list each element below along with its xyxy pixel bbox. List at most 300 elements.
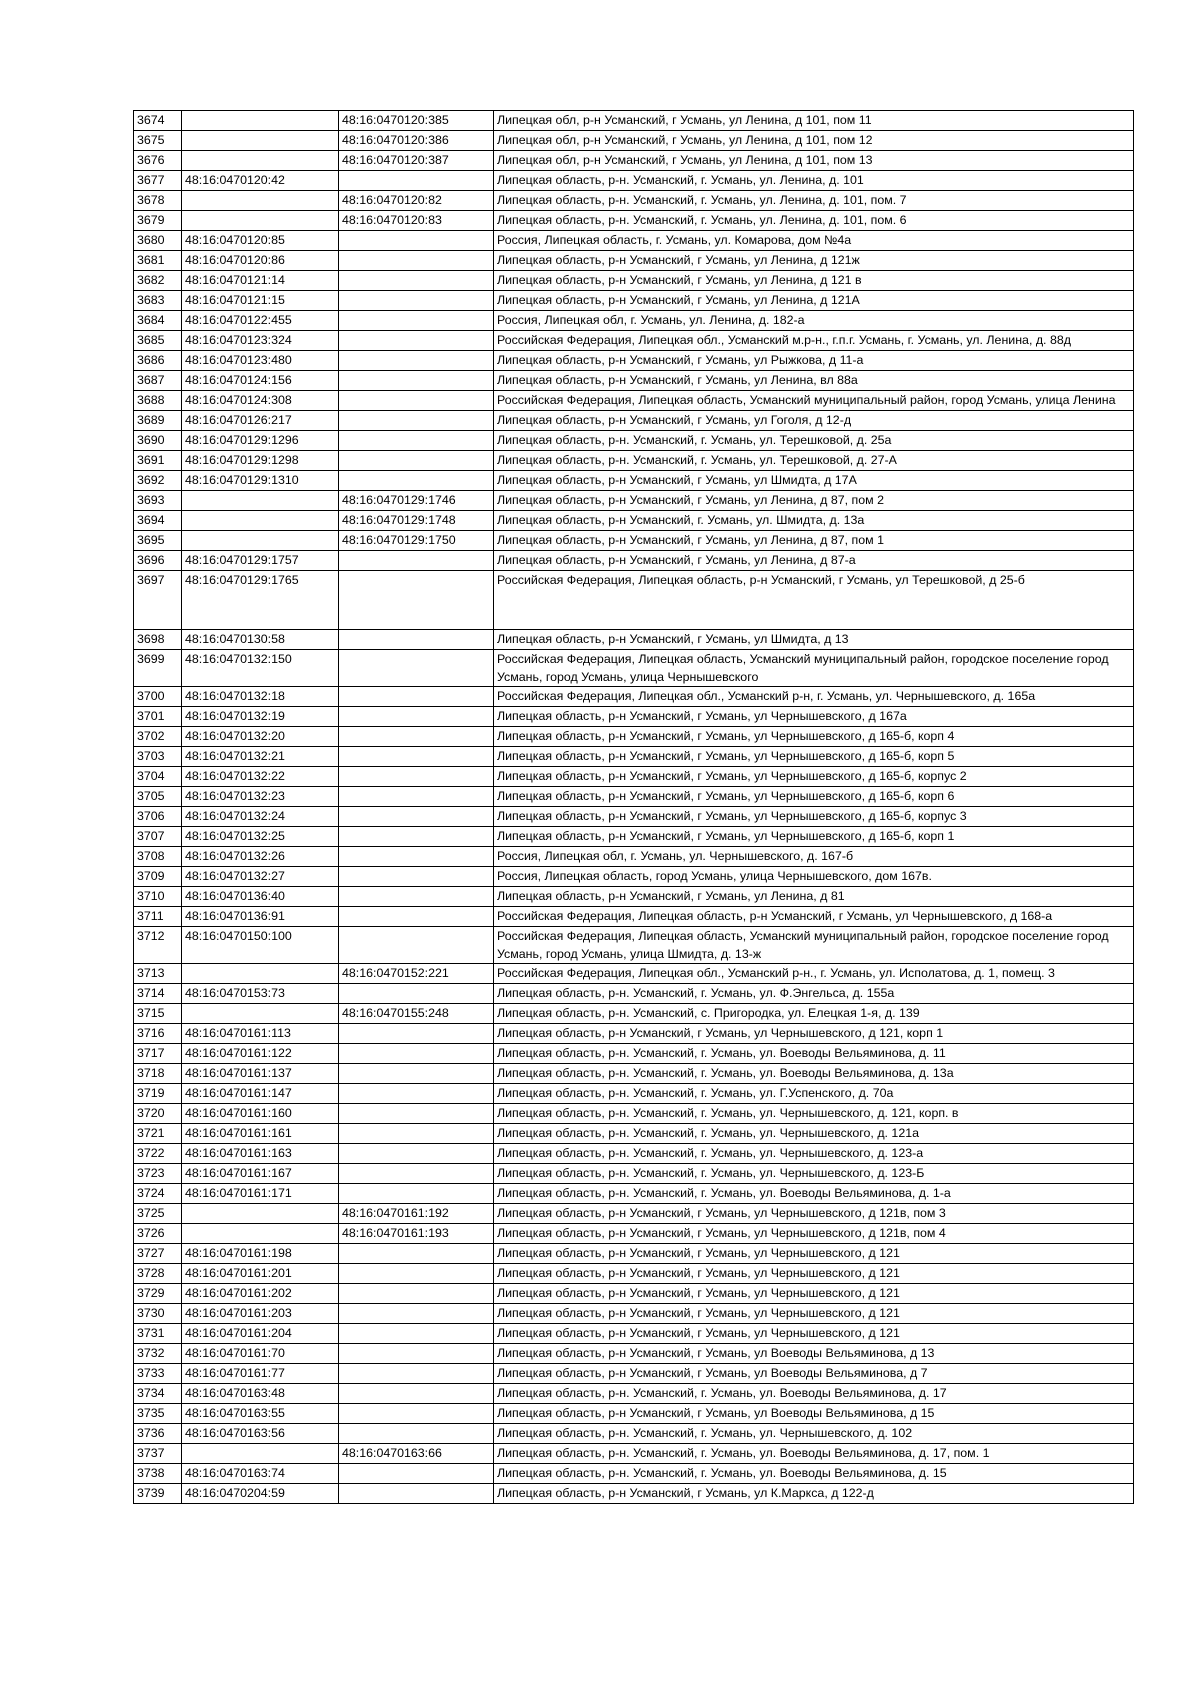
address-cell: Российская Федерация, Липецкая область, Усманский муниципальный район, городское поселение город Усмань, город Усмань, улица Шмидта, д. 13-ж bbox=[494, 927, 1134, 964]
row-number-cell: 3698 bbox=[134, 630, 182, 650]
table-row bbox=[134, 371, 1134, 391]
cadastral-number-cell: 48:16:0470161:160 bbox=[182, 1104, 339, 1124]
address-cell: Липецкая область, р-н Усманский, г Усмань, ул Ленина, д 121 в bbox=[494, 271, 1134, 291]
table-row bbox=[134, 767, 1134, 787]
row-number-cell: 3739 bbox=[134, 1484, 182, 1504]
row-number-cell: 3686 bbox=[134, 351, 182, 371]
table-row bbox=[134, 707, 1134, 727]
cadastral-number-cell: 48:16:0470132:150 bbox=[182, 650, 339, 687]
cadastral-number-cell: 48:16:0470161:171 bbox=[182, 1184, 339, 1204]
address-cell: Липецкая область, р-н Усманский, г Усмань, ул Шмидта, д 13 bbox=[494, 630, 1134, 650]
table-row bbox=[134, 1064, 1134, 1084]
table-row bbox=[134, 984, 1134, 1004]
table-row bbox=[134, 827, 1134, 847]
table-row bbox=[134, 1344, 1134, 1364]
row-number-cell: 3717 bbox=[134, 1044, 182, 1064]
cadastral-number-cell: 48:16:0470129:1298 bbox=[182, 451, 339, 471]
table-row bbox=[134, 251, 1134, 271]
row-number-cell: 3721 bbox=[134, 1124, 182, 1144]
table-row bbox=[134, 571, 1134, 630]
table-row bbox=[134, 511, 1134, 531]
premises-cadastral-number-cell: 48:16:0470120:83 bbox=[339, 211, 494, 231]
address-cell: Российская Федерация, Липецкая обл., Усманский р-н., г. Усмань, ул. Исполатова, д. 1, помещ. 3 bbox=[494, 964, 1134, 984]
table-row bbox=[134, 1464, 1134, 1484]
address-cell: Липецкая область, р-н. Усманский, г. Усмань, ул. Терешковой, д. 27-А bbox=[494, 451, 1134, 471]
table-row bbox=[134, 311, 1134, 331]
address-cell: Липецкая область, р-н Усманский, г Усмань, ул Чернышевского, д 121 bbox=[494, 1244, 1134, 1264]
cadastral-number-cell bbox=[182, 1444, 339, 1464]
cadastral-number-cell: 48:16:0470161:122 bbox=[182, 1044, 339, 1064]
premises-cadastral-number-cell: 48:16:0470155:248 bbox=[339, 1004, 494, 1024]
cadastral-number-cell: 48:16:0470124:156 bbox=[182, 371, 339, 391]
table-row bbox=[134, 727, 1134, 747]
address-cell: Липецкая область, р-н Усманский, г Усмань, ул Чернышевского, д 121 bbox=[494, 1264, 1134, 1284]
row-number-cell: 3675 bbox=[134, 131, 182, 151]
table-row bbox=[134, 807, 1134, 827]
table-row bbox=[134, 411, 1134, 431]
premises-cadastral-number-cell: 48:16:0470129:1750 bbox=[339, 531, 494, 551]
table-row bbox=[134, 630, 1134, 650]
row-number-cell: 3723 bbox=[134, 1164, 182, 1184]
row-number-cell: 3697 bbox=[134, 571, 182, 630]
address-cell: Липецкая область, р-н Усманский, г Усмань, ул Ленина, д 81 bbox=[494, 887, 1134, 907]
address-cell: Липецкая область, р-н Усманский, г Усмань, ул Чернышевского, д 121, корп 1 bbox=[494, 1024, 1134, 1044]
table-row bbox=[134, 1384, 1134, 1404]
address-cell: Липецкая область, р-н. Усманский, г. Усмань, ул. Воеводы Вельяминова, д. 17, пом. 1 bbox=[494, 1444, 1134, 1464]
table-row bbox=[134, 1124, 1134, 1144]
address-cell: Липецкая область, р-н. Усманский, г. Усмань, ул. Чернышевского, д. 102 bbox=[494, 1424, 1134, 1444]
cadastral-number-cell: 48:16:0470161:201 bbox=[182, 1264, 339, 1284]
table-row bbox=[134, 211, 1134, 231]
registry-table-body bbox=[134, 111, 1134, 1504]
address-cell: Липецкая область, р-н Усманский, г Усмань, ул Воеводы Вельяминова, д 15 bbox=[494, 1404, 1134, 1424]
row-number-cell: 3714 bbox=[134, 984, 182, 1004]
cadastral-number-cell: 48:16:0470121:14 bbox=[182, 271, 339, 291]
address-cell: Россия, Липецкая область, город Усмань, улица Чернышевского, дом 167в. bbox=[494, 867, 1134, 887]
premises-cadastral-number-cell: 48:16:0470161:192 bbox=[339, 1204, 494, 1224]
premises-cadastral-number-cell bbox=[339, 1124, 494, 1144]
address-cell: Липецкая область, р-н Усманский, г Усмань, ул К.Маркса, д 122-д bbox=[494, 1484, 1134, 1504]
cadastral-number-cell: 48:16:0470136:40 bbox=[182, 887, 339, 907]
row-number-cell: 3674 bbox=[134, 111, 182, 131]
row-number-cell: 3680 bbox=[134, 231, 182, 251]
row-number-cell: 3683 bbox=[134, 291, 182, 311]
cadastral-number-cell: 48:16:0470163:55 bbox=[182, 1404, 339, 1424]
cadastral-number-cell: 48:16:0470132:23 bbox=[182, 787, 339, 807]
row-number-cell: 3735 bbox=[134, 1404, 182, 1424]
cadastral-number-cell: 48:16:0470161:147 bbox=[182, 1084, 339, 1104]
address-cell: Липецкая область, р-н. Усманский, г. Усмань, ул. Воеводы Вельяминова, д. 1-а bbox=[494, 1184, 1134, 1204]
row-number-cell: 3729 bbox=[134, 1284, 182, 1304]
premises-cadastral-number-cell bbox=[339, 1364, 494, 1384]
row-number-cell: 3719 bbox=[134, 1084, 182, 1104]
premises-cadastral-number-cell: 48:16:0470152:221 bbox=[339, 964, 494, 984]
address-cell: Липецкая область, р-н. Усманский, г. Усмань, ул. Воеводы Вельяминова, д. 11 bbox=[494, 1044, 1134, 1064]
premises-cadastral-number-cell: 48:16:0470129:1746 bbox=[339, 491, 494, 511]
premises-cadastral-number-cell bbox=[339, 431, 494, 451]
cadastral-number-cell: 48:16:0470161:167 bbox=[182, 1164, 339, 1184]
cadastral-number-cell: 48:16:0470132:26 bbox=[182, 847, 339, 867]
premises-cadastral-number-cell bbox=[339, 251, 494, 271]
cadastral-number-cell: 48:16:0470126:217 bbox=[182, 411, 339, 431]
row-number-cell: 3736 bbox=[134, 1424, 182, 1444]
cadastral-number-cell: 48:16:0470163:74 bbox=[182, 1464, 339, 1484]
premises-cadastral-number-cell: 48:16:0470120:387 bbox=[339, 151, 494, 171]
row-number-cell: 3715 bbox=[134, 1004, 182, 1024]
table-row bbox=[134, 1244, 1134, 1264]
row-number-cell: 3725 bbox=[134, 1204, 182, 1224]
address-cell: Липецкая область, р-н Усманский, г Усмань, ул Чернышевского, д 165-б, корп 6 bbox=[494, 787, 1134, 807]
cadastral-number-cell: 48:16:0470129:1310 bbox=[182, 471, 339, 491]
address-cell: Российская Федерация, Липецкая обл., Усманский р-н, г. Усмань, ул. Чернышевского, д. 165а bbox=[494, 687, 1134, 707]
row-number-cell: 3724 bbox=[134, 1184, 182, 1204]
cadastral-number-cell: 48:16:0470163:56 bbox=[182, 1424, 339, 1444]
address-cell: Липецкая область, р-н Усманский, г Усмань, ул Чернышевского, д 121 bbox=[494, 1324, 1134, 1344]
cadastral-number-cell: 48:16:0470161:203 bbox=[182, 1304, 339, 1324]
table-row bbox=[134, 1144, 1134, 1164]
cadastral-number-cell bbox=[182, 1004, 339, 1024]
address-cell: Липецкая область, р-н. Усманский, г. Усмань, ул. Чернышевского, д. 123-Б bbox=[494, 1164, 1134, 1184]
premises-cadastral-number-cell bbox=[339, 371, 494, 391]
row-number-cell: 3691 bbox=[134, 451, 182, 471]
premises-cadastral-number-cell: 48:16:0470120:386 bbox=[339, 131, 494, 151]
cadastral-number-cell: 48:16:0470120:85 bbox=[182, 231, 339, 251]
table-row bbox=[134, 1444, 1134, 1464]
address-cell: Липецкая область, р-н Усманский, г Усмань, ул Чернышевского, д 167а bbox=[494, 707, 1134, 727]
table-row bbox=[134, 1284, 1134, 1304]
address-cell: Липецкая область, р-н Усманский, г Усмань, ул Чернышевского, д 121в, пом 3 bbox=[494, 1204, 1134, 1224]
row-number-cell: 3682 bbox=[134, 271, 182, 291]
row-number-cell: 3687 bbox=[134, 371, 182, 391]
row-number-cell: 3689 bbox=[134, 411, 182, 431]
cadastral-number-cell: 48:16:0470204:59 bbox=[182, 1484, 339, 1504]
cadastral-number-cell: 48:16:0470163:48 bbox=[182, 1384, 339, 1404]
premises-cadastral-number-cell: 48:16:0470161:193 bbox=[339, 1224, 494, 1244]
row-number-cell: 3703 bbox=[134, 747, 182, 767]
address-cell: Липецкая область, р-н. Усманский, г. Усмань, ул. Чернышевского, д. 121, корп. в bbox=[494, 1104, 1134, 1124]
cadastral-number-cell bbox=[182, 1224, 339, 1244]
row-number-cell: 3708 bbox=[134, 847, 182, 867]
cadastral-number-cell: 48:16:0470161:137 bbox=[182, 1064, 339, 1084]
address-cell: Липецкая область, р-н Усманский, г Усмань, ул Чернышевского, д 165-б, корп 5 bbox=[494, 747, 1134, 767]
cadastral-number-cell: 48:16:0470132:22 bbox=[182, 767, 339, 787]
table-row bbox=[134, 1004, 1134, 1024]
address-cell: Липецкая область, р-н Усманский, г Усмань, ул Чернышевского, д 165-б, корп 1 bbox=[494, 827, 1134, 847]
premises-cadastral-number-cell bbox=[339, 571, 494, 630]
cadastral-number-cell: 48:16:0470132:18 bbox=[182, 687, 339, 707]
row-number-cell: 3738 bbox=[134, 1464, 182, 1484]
cadastral-number-cell bbox=[182, 1204, 339, 1224]
table-row bbox=[134, 131, 1134, 151]
premises-cadastral-number-cell bbox=[339, 630, 494, 650]
premises-cadastral-number-cell bbox=[339, 867, 494, 887]
address-cell: Липецкая область, р-н Усманский, г Усмань, ул Чернышевского, д 165-б, корпус 2 bbox=[494, 767, 1134, 787]
row-number-cell: 3727 bbox=[134, 1244, 182, 1264]
premises-cadastral-number-cell bbox=[339, 907, 494, 927]
row-number-cell: 3710 bbox=[134, 887, 182, 907]
address-cell: Липецкая область, р-н Усманский, г Усмань, ул Чернышевского, д 165-б, корп 4 bbox=[494, 727, 1134, 747]
premises-cadastral-number-cell bbox=[339, 747, 494, 767]
premises-cadastral-number-cell bbox=[339, 707, 494, 727]
address-cell: Липецкая область, р-н. Усманский, г. Усмань, ул. Ленина, д. 101, пом. 7 bbox=[494, 191, 1134, 211]
premises-cadastral-number-cell bbox=[339, 1184, 494, 1204]
premises-cadastral-number-cell bbox=[339, 787, 494, 807]
row-number-cell: 3690 bbox=[134, 431, 182, 451]
premises-cadastral-number-cell: 48:16:0470120:82 bbox=[339, 191, 494, 211]
cadastral-number-cell: 48:16:0470150:100 bbox=[182, 927, 339, 964]
table-row bbox=[134, 1264, 1134, 1284]
table-row bbox=[134, 867, 1134, 887]
premises-cadastral-number-cell bbox=[339, 291, 494, 311]
cadastral-number-cell: 48:16:0470132:19 bbox=[182, 707, 339, 727]
cadastral-number-cell: 48:16:0470120:42 bbox=[182, 171, 339, 191]
row-number-cell: 3734 bbox=[134, 1384, 182, 1404]
premises-cadastral-number-cell bbox=[339, 1264, 494, 1284]
cadastral-number-cell bbox=[182, 511, 339, 531]
row-number-cell: 3679 bbox=[134, 211, 182, 231]
cadastral-number-cell: 48:16:0470123:480 bbox=[182, 351, 339, 371]
cadastral-number-cell: 48:16:0470132:24 bbox=[182, 807, 339, 827]
cadastral-number-cell: 48:16:0470161:163 bbox=[182, 1144, 339, 1164]
premises-cadastral-number-cell bbox=[339, 650, 494, 687]
table-row bbox=[134, 531, 1134, 551]
premises-cadastral-number-cell bbox=[339, 727, 494, 747]
premises-cadastral-number-cell bbox=[339, 1104, 494, 1124]
table-row bbox=[134, 1364, 1134, 1384]
address-cell: Липецкая область, р-н Усманский, г Усмань, ул Чернышевского, д 121в, пом 4 bbox=[494, 1224, 1134, 1244]
row-number-cell: 3693 bbox=[134, 491, 182, 511]
cadastral-number-cell: 48:16:0470161:113 bbox=[182, 1024, 339, 1044]
cadastral-number-cell: 48:16:0470161:161 bbox=[182, 1124, 339, 1144]
cadastral-number-cell: 48:16:0470132:25 bbox=[182, 827, 339, 847]
address-cell: Липецкая область, р-н Усманский, г Усмань, ул Ленина, д 87-а bbox=[494, 551, 1134, 571]
address-cell: Липецкая область, р-н. Усманский, г. Усмань, ул. Ленина, д. 101, пом. 6 bbox=[494, 211, 1134, 231]
table-row bbox=[134, 171, 1134, 191]
row-number-cell: 3688 bbox=[134, 391, 182, 411]
address-cell: Липецкая область, р-н Усманский, г Усмань, ул Воеводы Вельяминова, д 13 bbox=[494, 1344, 1134, 1364]
address-cell: Российская Федерация, Липецкая область, Усманский муниципальный район, город Усмань, улица Ленина bbox=[494, 391, 1134, 411]
address-cell: Липецкая область, р-н. Усманский, г. Усмань, ул. Ф.Энгельса, д. 155а bbox=[494, 984, 1134, 1004]
table-row bbox=[134, 291, 1134, 311]
table-row bbox=[134, 111, 1134, 131]
premises-cadastral-number-cell: 48:16:0470129:1748 bbox=[339, 511, 494, 531]
row-number-cell: 3702 bbox=[134, 727, 182, 747]
cadastral-number-cell bbox=[182, 531, 339, 551]
table-row bbox=[134, 747, 1134, 767]
table-row bbox=[134, 650, 1134, 687]
address-cell: Липецкая область, р-н. Усманский, г. Усмань, ул. Терешковой, д. 25а bbox=[494, 431, 1134, 451]
premises-cadastral-number-cell: 48:16:0470120:385 bbox=[339, 111, 494, 131]
table-row bbox=[134, 431, 1134, 451]
cadastral-number-cell: 48:16:0470129:1765 bbox=[182, 571, 339, 630]
address-cell: Липецкая обл, р-н Усманский, г Усмань, ул Ленина, д 101, пом 11 bbox=[494, 111, 1134, 131]
premises-cadastral-number-cell bbox=[339, 1144, 494, 1164]
premises-cadastral-number-cell bbox=[339, 927, 494, 964]
row-number-cell: 3707 bbox=[134, 827, 182, 847]
address-cell: Липецкая область, р-н Усманский, г Усмань, ул Ленина, д 121А bbox=[494, 291, 1134, 311]
premises-cadastral-number-cell bbox=[339, 1424, 494, 1444]
premises-cadastral-number-cell bbox=[339, 887, 494, 907]
table-row bbox=[134, 151, 1134, 171]
address-cell: Липецкая область, р-н. Усманский, г. Усмань, ул. Воеводы Вельяминова, д. 13а bbox=[494, 1064, 1134, 1084]
table-row bbox=[134, 1024, 1134, 1044]
row-number-cell: 3726 bbox=[134, 1224, 182, 1244]
address-cell: Липецкая область, р-н Усманский, г Усмань, ул Чернышевского, д 165-б, корпус 3 bbox=[494, 807, 1134, 827]
cadastral-number-cell: 48:16:0470123:324 bbox=[182, 331, 339, 351]
premises-cadastral-number-cell bbox=[339, 847, 494, 867]
cadastral-number-cell: 48:16:0470161:77 bbox=[182, 1364, 339, 1384]
premises-cadastral-number-cell bbox=[339, 471, 494, 491]
table-row bbox=[134, 351, 1134, 371]
address-cell: Липецкая область, р-н. Усманский, г. Усмань, ул. Воеводы Вельяминова, д. 15 bbox=[494, 1464, 1134, 1484]
premises-cadastral-number-cell bbox=[339, 1064, 494, 1084]
row-number-cell: 3705 bbox=[134, 787, 182, 807]
premises-cadastral-number-cell bbox=[339, 1304, 494, 1324]
table-row bbox=[134, 887, 1134, 907]
row-number-cell: 3677 bbox=[134, 171, 182, 191]
table-row bbox=[134, 451, 1134, 471]
row-number-cell: 3730 bbox=[134, 1304, 182, 1324]
cadastral-number-cell: 48:16:0470161:198 bbox=[182, 1244, 339, 1264]
row-number-cell: 3731 bbox=[134, 1324, 182, 1344]
row-number-cell: 3737 bbox=[134, 1444, 182, 1464]
table-row bbox=[134, 907, 1134, 927]
table-row bbox=[134, 1104, 1134, 1124]
address-cell: Россия, Липецкая область, г. Усмань, ул. Комарова, дом №4а bbox=[494, 231, 1134, 251]
table-row bbox=[134, 1224, 1134, 1244]
premises-cadastral-number-cell bbox=[339, 1344, 494, 1364]
premises-cadastral-number-cell bbox=[339, 687, 494, 707]
table-row bbox=[134, 847, 1134, 867]
cadastral-number-cell: 48:16:0470132:27 bbox=[182, 867, 339, 887]
cadastral-number-cell: 48:16:0470130:58 bbox=[182, 630, 339, 650]
cadastral-number-cell: 48:16:0470136:91 bbox=[182, 907, 339, 927]
row-number-cell: 3699 bbox=[134, 650, 182, 687]
row-number-cell: 3685 bbox=[134, 331, 182, 351]
table-row bbox=[134, 491, 1134, 511]
address-cell: Липецкая область, р-н Усманский, г. Усмань, ул. Шмидта, д. 13а bbox=[494, 511, 1134, 531]
premises-cadastral-number-cell bbox=[339, 311, 494, 331]
cadastral-number-cell bbox=[182, 491, 339, 511]
premises-cadastral-number-cell bbox=[339, 1244, 494, 1264]
address-cell: Липецкая область, р-н Усманский, г Усмань, ул Ленина, вл 88а bbox=[494, 371, 1134, 391]
table-row bbox=[134, 1044, 1134, 1064]
premises-cadastral-number-cell bbox=[339, 1324, 494, 1344]
row-number-cell: 3709 bbox=[134, 867, 182, 887]
cadastral-number-cell: 48:16:0470122:455 bbox=[182, 311, 339, 331]
table-row bbox=[134, 391, 1134, 411]
row-number-cell: 3681 bbox=[134, 251, 182, 271]
row-number-cell: 3695 bbox=[134, 531, 182, 551]
premises-cadastral-number-cell bbox=[339, 1384, 494, 1404]
row-number-cell: 3720 bbox=[134, 1104, 182, 1124]
row-number-cell: 3704 bbox=[134, 767, 182, 787]
address-cell: Липецкая область, р-н Усманский, г Усмань, ул Воеводы Вельяминова, д 7 bbox=[494, 1364, 1134, 1384]
row-number-cell: 3711 bbox=[134, 907, 182, 927]
address-cell: Липецкая область, р-н Усманский, г Усмань, ул Рыжкова, д 11-а bbox=[494, 351, 1134, 371]
address-cell: Липецкая обл, р-н Усманский, г Усмань, ул Ленина, д 101, пом 12 bbox=[494, 131, 1134, 151]
row-number-cell: 3694 bbox=[134, 511, 182, 531]
table-row bbox=[134, 1084, 1134, 1104]
cadastral-number-cell bbox=[182, 131, 339, 151]
cadastral-number-cell bbox=[182, 151, 339, 171]
row-number-cell: 3676 bbox=[134, 151, 182, 171]
premises-cadastral-number-cell: 48:16:0470163:66 bbox=[339, 1444, 494, 1464]
address-cell: Липецкая область, р-н Усманский, г Усмань, ул Гоголя, д 12-д bbox=[494, 411, 1134, 431]
row-number-cell: 3718 bbox=[134, 1064, 182, 1084]
address-cell: Липецкая область, р-н Усманский, г Усмань, ул Ленина, д 121ж bbox=[494, 251, 1134, 271]
table-row bbox=[134, 1424, 1134, 1444]
row-number-cell: 3692 bbox=[134, 471, 182, 491]
address-cell: Липецкая область, р-н. Усманский, г. Усмань, ул. Г.Успенского, д. 70а bbox=[494, 1084, 1134, 1104]
table-row bbox=[134, 1164, 1134, 1184]
cadastral-number-cell: 48:16:0470161:204 bbox=[182, 1324, 339, 1344]
premises-cadastral-number-cell bbox=[339, 551, 494, 571]
table-row bbox=[134, 471, 1134, 491]
row-number-cell: 3716 bbox=[134, 1024, 182, 1044]
premises-cadastral-number-cell bbox=[339, 171, 494, 191]
address-cell: Липецкая область, р-н. Усманский, г. Усмань, ул. Чернышевского, д. 123-а bbox=[494, 1144, 1134, 1164]
row-number-cell: 3696 bbox=[134, 551, 182, 571]
address-cell: Россия, Липецкая обл, г. Усмань, ул. Чернышевского, д. 167-б bbox=[494, 847, 1134, 867]
table-row bbox=[134, 927, 1134, 964]
cadastral-number-cell: 48:16:0470161:70 bbox=[182, 1344, 339, 1364]
premises-cadastral-number-cell bbox=[339, 1464, 494, 1484]
table-row bbox=[134, 191, 1134, 211]
row-number-cell: 3678 bbox=[134, 191, 182, 211]
premises-cadastral-number-cell bbox=[339, 984, 494, 1004]
premises-cadastral-number-cell bbox=[339, 1044, 494, 1064]
row-number-cell: 3722 bbox=[134, 1144, 182, 1164]
address-cell: Липецкая область, р-н. Усманский, с. Пригородка, ул. Елецкая 1-я, д. 139 bbox=[494, 1004, 1134, 1024]
row-number-cell: 3700 bbox=[134, 687, 182, 707]
cadastral-number-cell: 48:16:0470161:202 bbox=[182, 1284, 339, 1304]
cadastral-number-cell: 48:16:0470129:1296 bbox=[182, 431, 339, 451]
premises-cadastral-number-cell bbox=[339, 827, 494, 847]
premises-cadastral-number-cell bbox=[339, 1484, 494, 1504]
table-row bbox=[134, 1484, 1134, 1504]
table-row bbox=[134, 964, 1134, 984]
address-cell: Липецкая область, р-н Усманский, г Усмань, ул Шмидта, д 17А bbox=[494, 471, 1134, 491]
premises-cadastral-number-cell bbox=[339, 271, 494, 291]
table-row bbox=[134, 787, 1134, 807]
premises-cadastral-number-cell bbox=[339, 1024, 494, 1044]
address-cell: Липецкая область, р-н Усманский, г Усмань, ул Ленина, д 87, пом 2 bbox=[494, 491, 1134, 511]
cadastral-number-cell bbox=[182, 211, 339, 231]
address-cell: Российская Федерация, Липецкая область, р-н Усманский, г Усмань, ул Терешковой, д 25-б bbox=[494, 571, 1134, 630]
premises-cadastral-number-cell bbox=[339, 807, 494, 827]
table-row bbox=[134, 1204, 1134, 1224]
table-row bbox=[134, 231, 1134, 251]
address-cell: Российская Федерация, Липецкая область, Усманский муниципальный район, городское поселение город Усмань, город Усмань, улица Чернышевского bbox=[494, 650, 1134, 687]
address-cell: Липецкая обл, р-н Усманский, г Усмань, ул Ленина, д 101, пом 13 bbox=[494, 151, 1134, 171]
row-number-cell: 3728 bbox=[134, 1264, 182, 1284]
cadastral-number-cell bbox=[182, 191, 339, 211]
table-row bbox=[134, 551, 1134, 571]
cadastral-number-cell: 48:16:0470129:1757 bbox=[182, 551, 339, 571]
table-row bbox=[134, 1184, 1134, 1204]
row-number-cell: 3684 bbox=[134, 311, 182, 331]
address-cell: Российская Федерация, Липецкая обл., Усманский м.р-н., г.п.г. Усмань, г. Усмань, ул. Ленина, д. 88д bbox=[494, 331, 1134, 351]
cadastral-number-cell: 48:16:0470121:15 bbox=[182, 291, 339, 311]
table-row bbox=[134, 1324, 1134, 1344]
address-cell: Россия, Липецкая обл, г. Усмань, ул. Ленина, д. 182-а bbox=[494, 311, 1134, 331]
row-number-cell: 3712 bbox=[134, 927, 182, 964]
premises-cadastral-number-cell bbox=[339, 1084, 494, 1104]
cadastral-number-cell: 48:16:0470124:308 bbox=[182, 391, 339, 411]
address-cell: Российская Федерация, Липецкая область, р-н Усманский, г Усмань, ул Чернышевского, д 168-а bbox=[494, 907, 1134, 927]
premises-cadastral-number-cell bbox=[339, 331, 494, 351]
